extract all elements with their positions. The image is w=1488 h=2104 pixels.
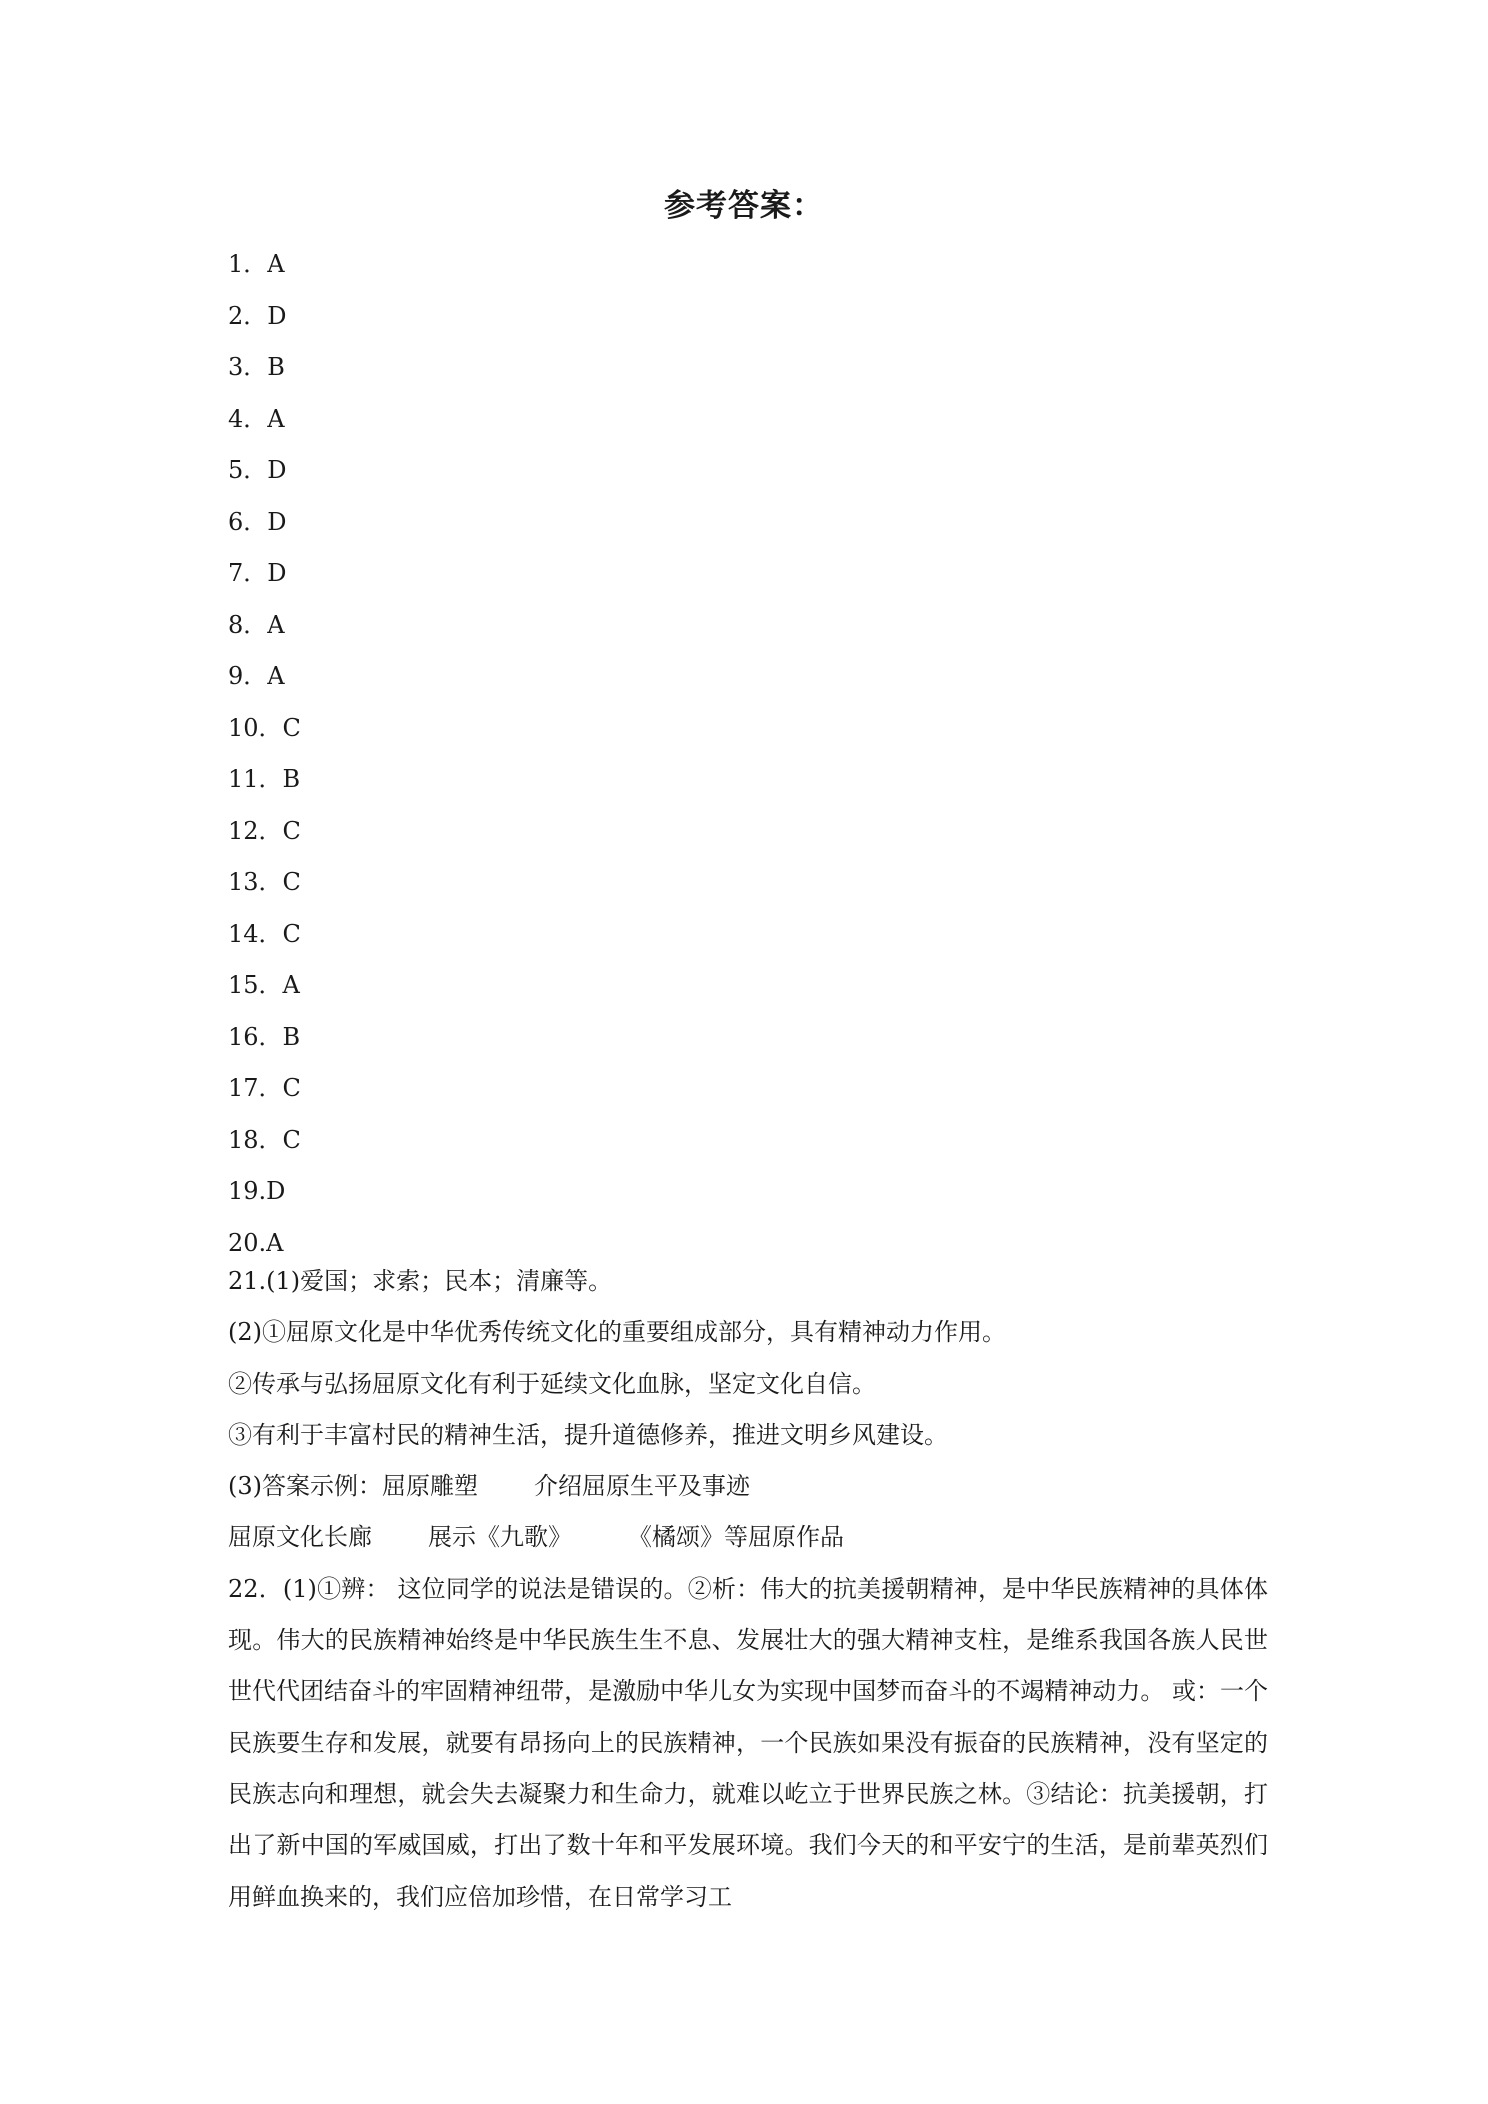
answer-item: 3．B bbox=[228, 353, 285, 381]
essay-answers bbox=[228, 1256, 1268, 1923]
answer-item: 9．A bbox=[228, 662, 285, 690]
q21-part3-row1 bbox=[228, 1461, 1268, 1512]
q21-part3-example-detail: 介绍屈原生平及事迹 bbox=[534, 1472, 750, 1501]
answer-item: 11．B bbox=[228, 765, 301, 793]
answer-list bbox=[228, 239, 1268, 1269]
q21-part3-corridor: 屈原文化长廊 bbox=[228, 1523, 372, 1552]
answer-item: 5．D bbox=[228, 456, 287, 484]
q21-part3-row2 bbox=[228, 1512, 1268, 1563]
q21-part2-point2: ②传承与弘扬屈原文化有利于延续文化血脉，坚定文化自信。 bbox=[228, 1369, 876, 1398]
answer-item: 2．D bbox=[228, 301, 287, 330]
answer-item: 1．A bbox=[228, 250, 285, 278]
answer-item: 20.A bbox=[228, 1228, 284, 1257]
answer-item: 18．C bbox=[228, 1125, 301, 1154]
page-title: 参考答案： bbox=[664, 188, 824, 224]
answer-item: 14．C bbox=[228, 919, 301, 948]
q22-answer: 22．(1)①辨： 这位同学的说法是错误的。②析：伟大的抗美援朝精神，是中华民族精神的具体体现。伟大的民族精神始终是中华民族生生不息、发展壮大的强大精神支柱，是维系我国各族人民世世代代团结奋斗的牢固精神纽带，是激励中华儿女为实现中国梦而奋斗的不竭精神动力。 或：一个民族要生存和发展，就要有昂扬向上的民族精神，一个民族如果没有振奋的民族精神，没有坚定的民族志向和理想，就会失去凝聚力和生命力，就难以屹立于世界民族之林。③结论：抗美援朝，打出了新中国的军威国威，打出了数十年和平发展环境。我们今天的和平安宁的生活，是前辈英烈们用鲜血换来的，我们应倍加珍惜，在日常学习工 bbox=[228, 1574, 1268, 1911]
answer-item: 15．A bbox=[228, 971, 300, 999]
q21-part2-point3: ③有利于丰富村民的精神生活，提升道德修养，推进文明乡风建设。 bbox=[228, 1420, 948, 1449]
answer-item: 10．C bbox=[228, 713, 301, 742]
answer-item: 17．C bbox=[228, 1074, 301, 1102]
q21-part3-show: 展示《九歌》 bbox=[428, 1523, 572, 1552]
q21-part1: 21.(1)爱国；求索；民本；清廉等。 bbox=[228, 1267, 613, 1295]
answer-item: 19.D bbox=[228, 1177, 286, 1205]
q21-part3-works: 《橘颂》等屈原作品 bbox=[628, 1523, 844, 1552]
q21-part2-point1: (2)①屈原文化是中华优秀传统文化的重要组成部分，具有精神动力作用。 bbox=[228, 1318, 1006, 1347]
answer-item: 16．B bbox=[228, 1022, 301, 1051]
answer-item: 4．A bbox=[228, 404, 285, 433]
answer-item: 7．D bbox=[228, 559, 287, 587]
answer-item: 6．D bbox=[228, 507, 287, 536]
q21-part3-example-label: (3)答案示例：屈原雕塑 bbox=[228, 1472, 478, 1501]
answer-item: 8．A bbox=[228, 610, 285, 639]
answer-item: 12．C bbox=[228, 816, 301, 845]
answer-item: 13．C bbox=[228, 868, 301, 896]
